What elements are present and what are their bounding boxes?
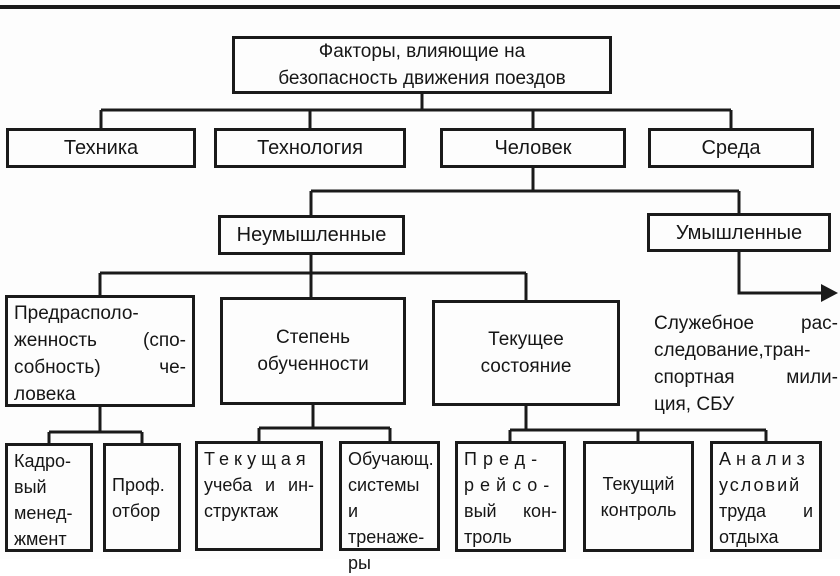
node-text-line: Служебное рас- bbox=[654, 313, 838, 334]
node-text-line: рейсо- bbox=[464, 475, 556, 495]
node-text-line: ция, СБУ bbox=[654, 394, 735, 415]
node-text-line: Человек bbox=[494, 137, 572, 159]
node-text-line: Обучающ. bbox=[348, 449, 434, 469]
node-text-line: троль bbox=[464, 527, 512, 547]
node-tekushchy-kontrol bbox=[583, 441, 694, 552]
node-tehnika bbox=[6, 128, 196, 168]
node-text-line: безопасность движения поездов bbox=[278, 68, 566, 89]
node-text-line: обученности bbox=[257, 354, 369, 375]
node-text-line: Пред- bbox=[464, 449, 544, 469]
node-text-line: Анализ bbox=[719, 449, 810, 469]
node-text-line: состояние bbox=[480, 356, 572, 377]
node-text-line: собность) че- bbox=[14, 357, 186, 378]
node-text-line: менед- bbox=[14, 503, 73, 523]
node-text-line: Кадро- bbox=[14, 451, 72, 471]
node-umyshlennye bbox=[647, 213, 831, 252]
node-tekushchaya-ucheba bbox=[195, 441, 323, 551]
connector-root-to-level2 bbox=[101, 94, 731, 128]
node-text-line: жмент bbox=[14, 529, 67, 549]
node-text-line: Текущее bbox=[488, 329, 564, 350]
node-text-line: следование,тран- bbox=[654, 340, 811, 361]
node-text-line: женность (спо- bbox=[14, 330, 186, 351]
node-text-line: условий bbox=[719, 475, 802, 495]
node-text-line: учеба и ин- bbox=[204, 475, 314, 495]
node-text-line: структаж bbox=[204, 501, 279, 521]
node-text-line: Текущая bbox=[204, 449, 311, 469]
node-analiz-uslovy bbox=[710, 441, 822, 552]
node-text-line: Неумышленные bbox=[236, 224, 387, 246]
top-divider-line bbox=[0, 5, 840, 9]
node-text-line: Умышленные bbox=[675, 221, 803, 244]
node-sreda bbox=[648, 128, 814, 168]
connector-neumyshlennye-to-level4 bbox=[100, 255, 526, 300]
node-predreisovy-kontrol bbox=[455, 441, 566, 552]
node-text-line: Среда bbox=[701, 137, 761, 159]
connector-chelovek-to-level3 bbox=[311, 168, 739, 215]
connector-umyshlennye-arrow bbox=[739, 252, 822, 293]
node-text-line: Степень bbox=[275, 327, 351, 348]
node-text-line: тренаже- bbox=[348, 527, 425, 547]
connector-stepen-children bbox=[259, 405, 390, 441]
node-text-line: Технология bbox=[257, 137, 363, 159]
node-text-line: вый bbox=[14, 477, 47, 497]
node-text-line: системы и bbox=[348, 475, 420, 521]
node-obuchayushchie-sistemy bbox=[339, 441, 440, 573]
node-text-line: Проф. bbox=[112, 474, 165, 495]
arrow-right-icon bbox=[821, 284, 838, 302]
node-text-line: отбор bbox=[112, 500, 161, 521]
node-text-line: контроль bbox=[600, 499, 677, 520]
node-text-line: Техника bbox=[63, 137, 139, 159]
node-text-line: труда и bbox=[719, 501, 813, 521]
node-stepen-obuchennosti bbox=[220, 297, 406, 405]
node-text-line: спортная мили- bbox=[654, 367, 838, 388]
node-text-line: Предрасполо- bbox=[14, 303, 139, 324]
connector-predraspolozhennost-children bbox=[49, 407, 142, 443]
investigation-note bbox=[654, 310, 838, 418]
node-tekushchee-sostoyanie bbox=[432, 300, 620, 406]
node-predraspolozhennost bbox=[5, 295, 195, 407]
node-root bbox=[232, 36, 612, 94]
node-text-line: Факторы, влияющие на bbox=[318, 41, 526, 62]
node-prof-otbor bbox=[103, 443, 181, 552]
node-tehnologiya bbox=[214, 128, 406, 168]
node-kadrovy-menedzhment bbox=[5, 443, 93, 552]
node-chelovek bbox=[440, 128, 626, 168]
node-text-line: отдыха bbox=[719, 527, 779, 547]
node-text-line: вый кон- bbox=[464, 501, 557, 521]
node-text-line: ловека bbox=[14, 384, 76, 405]
node-text-line: ры bbox=[348, 553, 371, 573]
node-text-line: Текущий bbox=[602, 473, 675, 494]
node-neumyshlennye bbox=[218, 215, 405, 255]
